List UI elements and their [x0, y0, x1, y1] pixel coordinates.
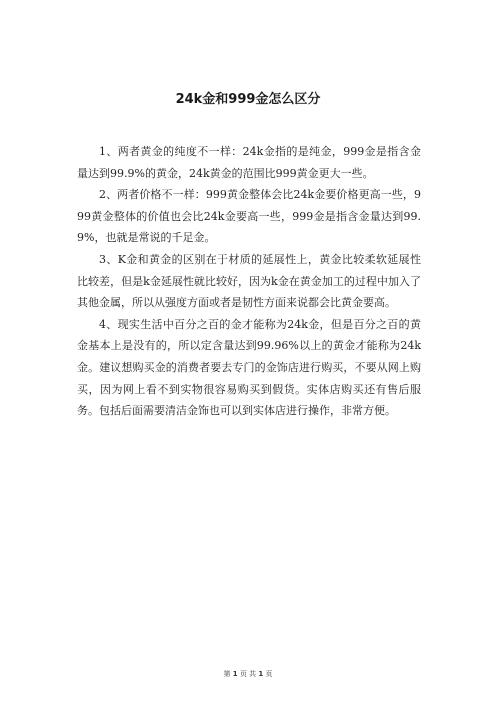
footer-total-pages: 1	[258, 670, 264, 678]
document-body	[77, 141, 421, 422]
paragraph-4: 4、现实生活中百分之百的金才能称为24k金，但是百分之百的黄金基本上是没有的，所以定含量达到99.96%以上的黄金才能称为24k金。建议想购买金的消费者要去专门的金饰店进行购买，不要从网上购买，因为网上看不到实物很容易购买到假货。实体店购买还有售后服务。包括后面需要清洁金饰也可以到实体店进行操作，非常方便。	[77, 317, 421, 418]
footer-suffix: 页	[265, 670, 273, 678]
document-title: 24k金和999金怎么区分	[175, 92, 321, 107]
footer-middle: 页 共	[239, 670, 257, 678]
paragraph-2: 2、两者价格不一样：999黄金整体会比24k金要价格更高一些，999黄金整体的价值也会比24k金要高一些，999金是指含金量达到99.9%，也就是常说的千足金。	[77, 188, 421, 245]
page-footer	[0, 669, 496, 679]
paragraph-3: 3、K金和黄金的区别在于材质的延展性上，黄金比较柔软延展性比较差，但是k金延展性就比较好，因为k金在黄金加工的过程中加入了其他金属，所以从强度方面或者是韧性方面来说都会比黄金要高。	[77, 252, 421, 310]
footer-prefix: 第	[223, 670, 231, 678]
footer-current-page: 1	[232, 670, 238, 678]
paragraph-1: 1、两者黄金的纯度不一样：24k金指的是纯金，999金是指含金量达到99.9%的黄金，24k黄金的范围比999黄金更大一些。	[77, 145, 421, 180]
